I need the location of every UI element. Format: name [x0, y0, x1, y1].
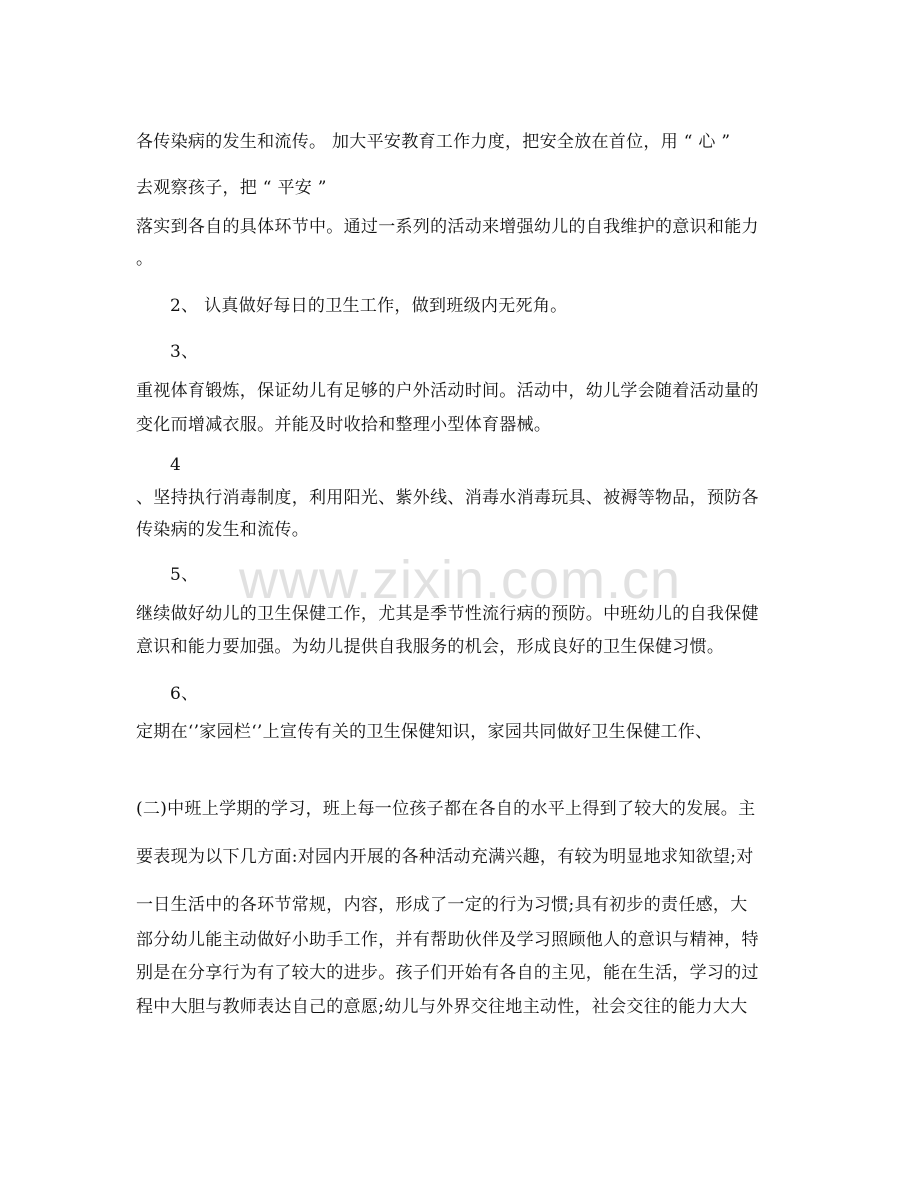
text-line-4: 。: [136, 249, 154, 269]
text-line-16: 定期在‘’家园栏‘’上宣传有关的卫生保健知识，家园共同做好卫生保健工作、: [136, 722, 713, 742]
text-line-2: 去观察孩子，把 “ 平安 ”: [136, 178, 327, 198]
section-2-line-3: 一日生活中的各环节常规，内容，形成了一定的行为习惯;具有初步的责任感，大: [136, 895, 748, 915]
text-line-7: 重视体育锻炼，保证幼儿有足够的户外活动时间。活动中，幼儿学会随着活动量的: [136, 381, 759, 401]
text-line-11: 传染病的发生和流传。: [136, 520, 309, 540]
section-2-line-5: 别是在分享行为有了较大的进步。孩子们开始有各自的主见，能在生活，学习的过: [136, 963, 759, 983]
list-item-6-number: 6、: [170, 684, 199, 704]
list-item-3-number: 3、: [170, 342, 199, 362]
text-line-8: 变化而增减衣服。并能及时收拾和整理小型体育器械。: [136, 415, 552, 435]
text-line-10: 、坚持执行消毒制度，利用阳光、紫外线、消毒水消毒玩具、被褥等物品，预防各: [136, 488, 759, 508]
text-line-1: 各传染病的发生和流传。 加大平安教育工作力度，把安全放在首位，用 “ 心 ”: [136, 132, 731, 152]
section-2-line-4: 部分幼儿能主动做好小助手工作，并有帮助伙伴及学习照顾他人的意识与精神，特: [136, 930, 759, 950]
section-2-line-1: (二)中班上学期的学习，班上每一位孩子都在各自的水平上得到了较大的发展。主: [136, 799, 756, 819]
section-2-line-6: 程中大胆与教师表达自己的意愿;幼儿与外界交往地主动性，社会交往的能力大大: [136, 997, 748, 1017]
watermark: www.zixin.com.cn: [238, 550, 682, 610]
text-line-14: 意识和能力要加强。为幼儿提供自我服务的机会，形成良好的卫生保健习惯。: [136, 637, 725, 657]
section-2-line-2: 要表现为以下几方面:对园内开展的各种活动充满兴趣，有较为明显地求知欲望;对: [136, 847, 754, 867]
list-item-2: 2、 认真做好每日的卫生工作，做到班级内无死角。: [170, 296, 568, 316]
text-line-13: 继续做好幼儿的卫生保健工作，尤其是季节性流行病的预防。中班幼儿的自我保健: [136, 604, 759, 624]
list-item-4-number: 4: [170, 455, 182, 475]
list-item-5-number: 5、: [170, 565, 199, 585]
text-line-3: 落实到各自的具体环节中。通过一系列的活动来增强幼儿的自我维护的意识和能力: [136, 217, 759, 237]
